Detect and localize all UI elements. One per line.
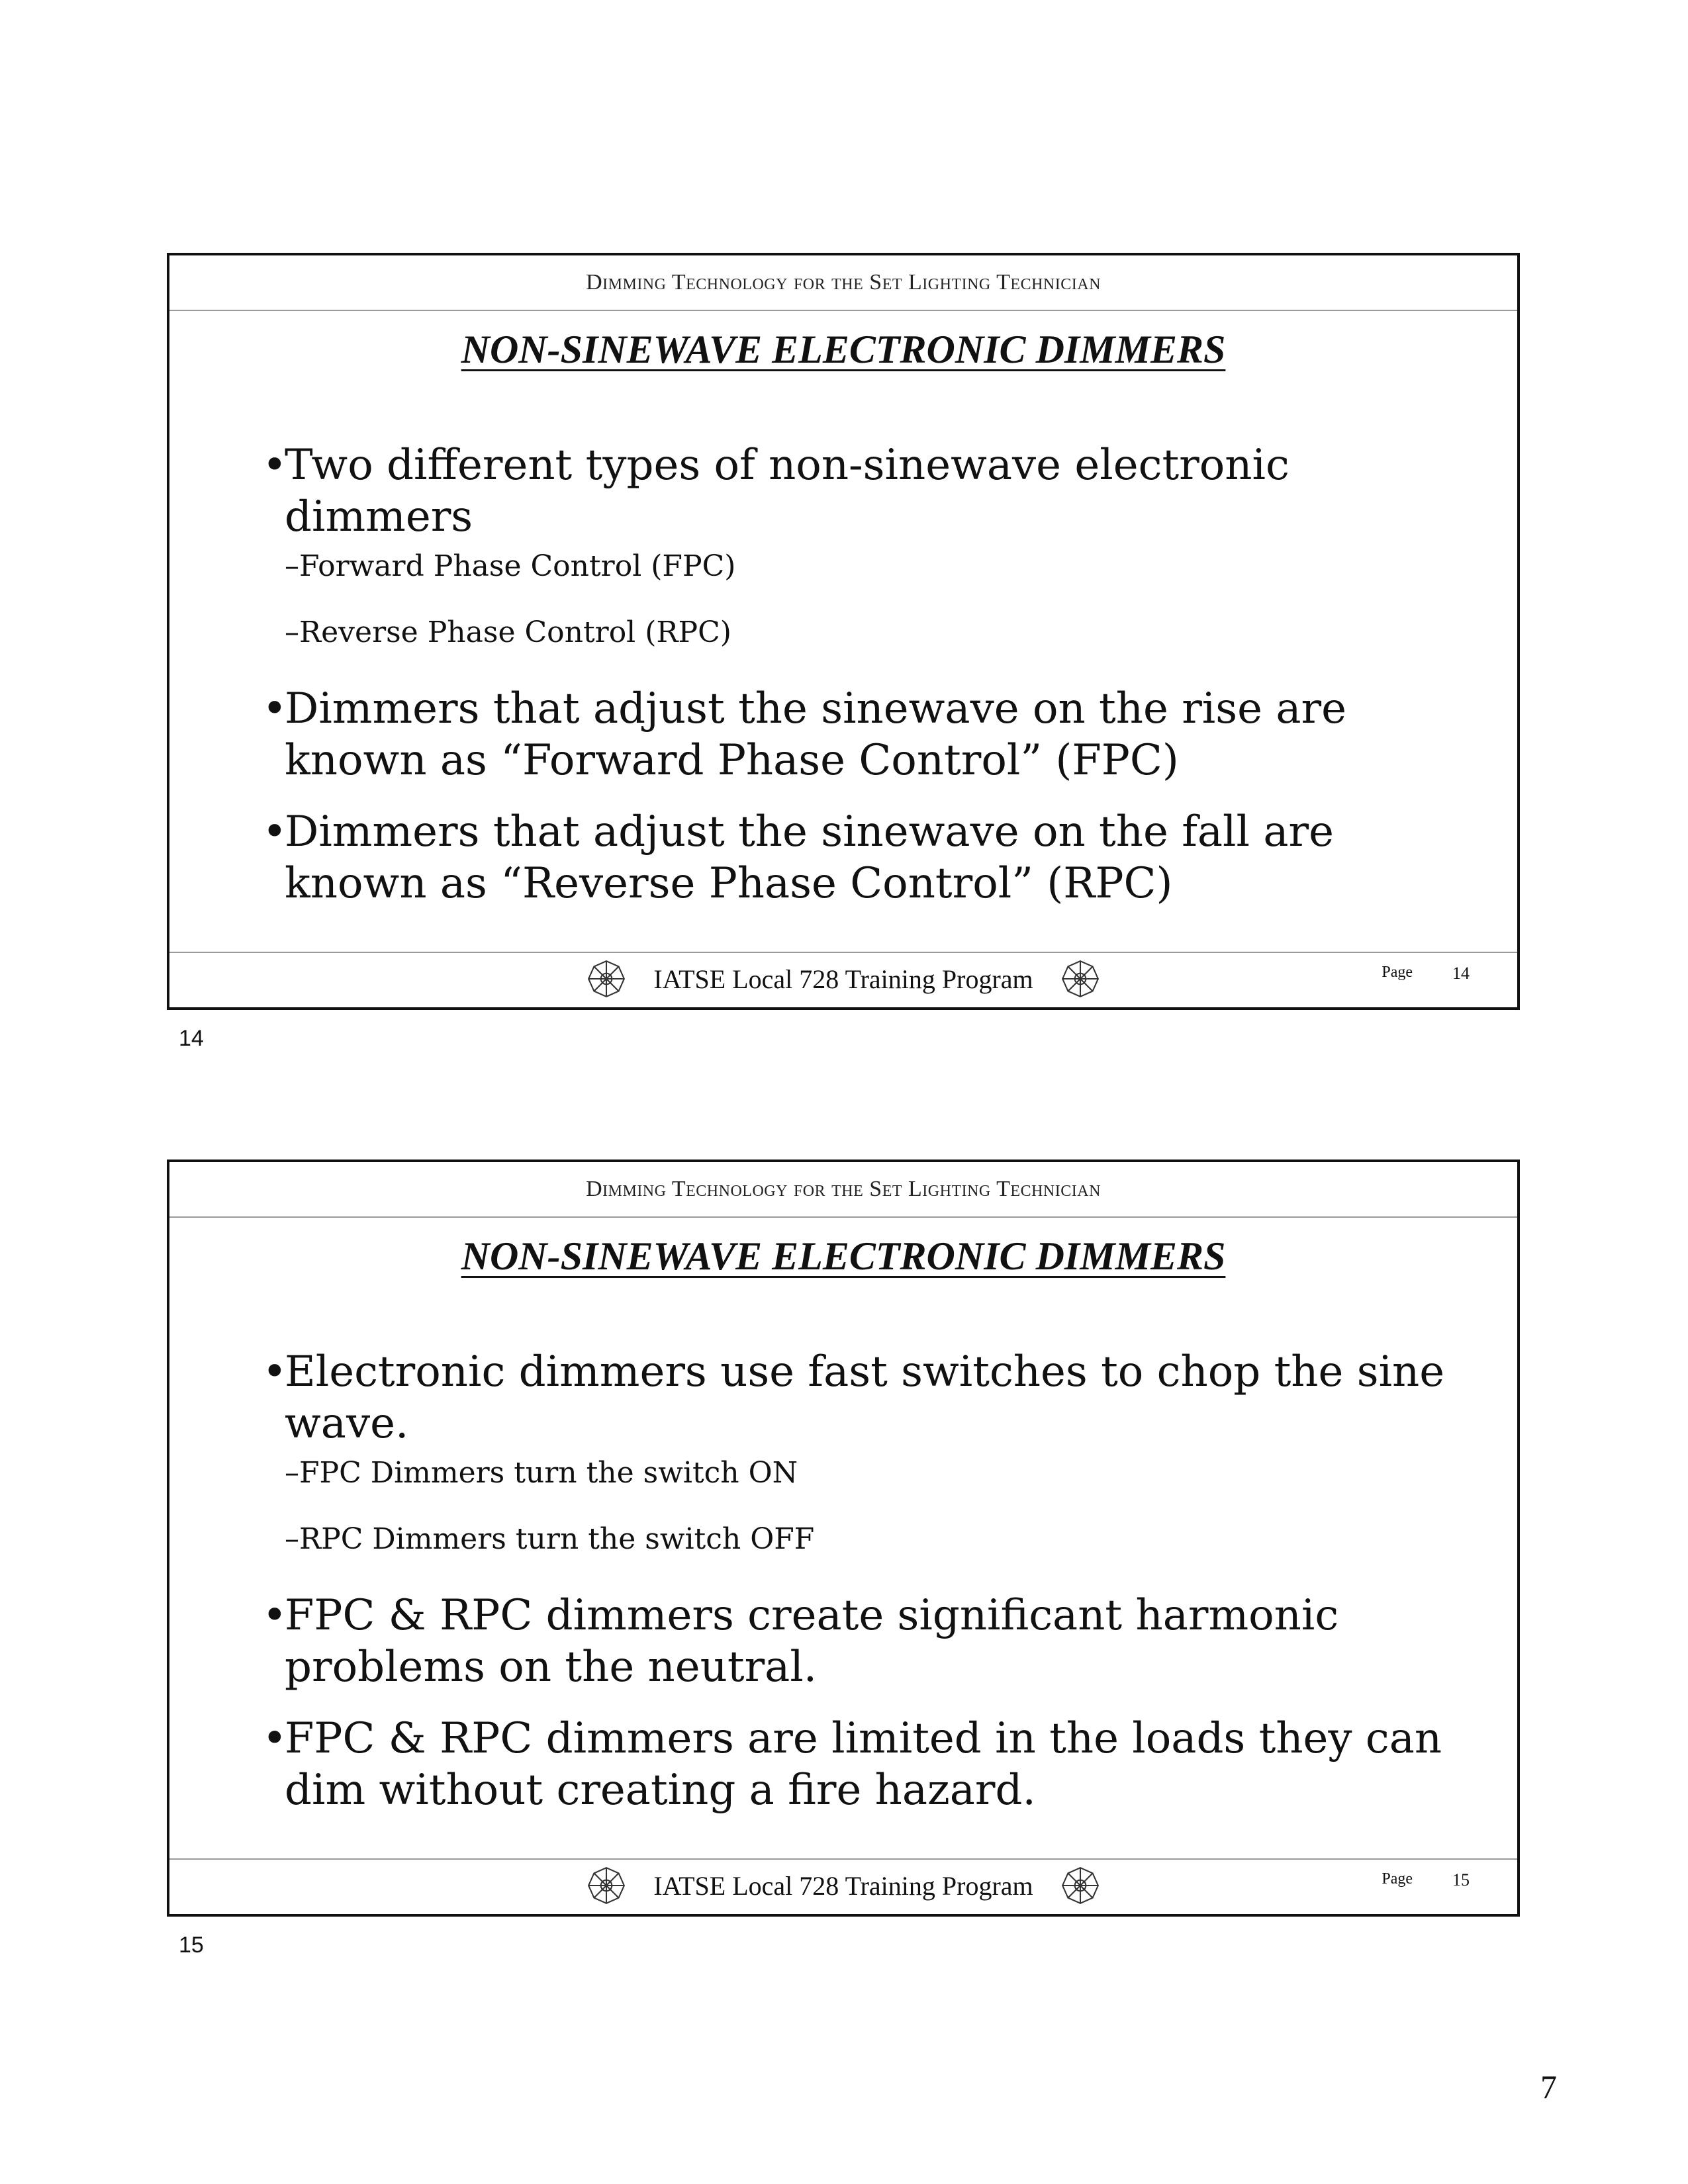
sub-bullet: –Forward Phase Control (FPC) bbox=[285, 549, 736, 583]
footer-text: IATSE Local 728 Training Program bbox=[653, 1870, 1033, 1901]
bullet-text: Dimmers that adjust the sinewave on the rise are known as “Forward Phase Control” (FPC) bbox=[285, 684, 1346, 785]
page-label: Page bbox=[1382, 964, 1413, 981]
bullet-text: FPC & RPC dimmers are limited in the loads they can dim without creating a fire hazard. bbox=[285, 1714, 1442, 1815]
bullet-item bbox=[262, 1346, 1458, 1449]
bullet-text: Electronic dimmers use fast switches to chop the sine wave. bbox=[285, 1347, 1445, 1448]
slide-footer bbox=[169, 952, 1517, 1007]
bullet-dot: • bbox=[262, 1591, 287, 1640]
bullet-item bbox=[262, 683, 1458, 786]
iatse-logo-icon bbox=[586, 1865, 627, 1906]
bullet-dot: • bbox=[262, 684, 287, 733]
bullet-text: FPC & RPC dimmers create significant harmonic problems on the neutral. bbox=[285, 1591, 1339, 1692]
bullet-dot: • bbox=[262, 807, 287, 856]
bullet-item bbox=[262, 806, 1458, 909]
sub-bullet: –RPC Dimmers turn the switch OFF bbox=[285, 1522, 815, 1556]
bullet-item bbox=[262, 439, 1458, 543]
slide-body bbox=[262, 439, 1458, 929]
slide-header: Dimming Technology for the Set Lighting Technician bbox=[169, 255, 1517, 311]
sub-bullet: –FPC Dimmers turn the switch ON bbox=[285, 1456, 798, 1490]
bullet-text: Two different types of non-sinewave electronic dimmers bbox=[285, 441, 1289, 541]
slide-header: Dimming Technology for the Set Lighting Technician bbox=[169, 1162, 1517, 1218]
bullet-dot: • bbox=[262, 1347, 287, 1396]
bullet-text: Dimmers that adjust the sinewave on the fall are known as “Reverse Phase Control” (RPC) bbox=[285, 807, 1334, 908]
slide-caption: 14 bbox=[179, 1026, 204, 1051]
bullet-item bbox=[262, 1713, 1458, 1816]
bullet-dot: • bbox=[262, 1714, 287, 1763]
slide-14 bbox=[167, 253, 1520, 1010]
slide-page-number: 15 bbox=[1452, 1870, 1470, 1889]
sheet-page-number: 7 bbox=[1540, 2068, 1557, 2105]
footer-text: IATSE Local 728 Training Program bbox=[653, 964, 1033, 994]
slide-footer bbox=[169, 1858, 1517, 1914]
sub-bullet: –Reverse Phase Control (RPC) bbox=[285, 615, 731, 649]
slide-body bbox=[262, 1346, 1458, 1836]
slide-page-number: 14 bbox=[1452, 964, 1470, 983]
bullet-item bbox=[262, 1590, 1458, 1693]
iatse-logo-icon bbox=[586, 958, 627, 999]
slide-caption: 15 bbox=[179, 1933, 204, 1958]
slide-title: NON-SINEWAVE ELECTRONIC DIMMERS bbox=[461, 1234, 1226, 1278]
slide-title: NON-SINEWAVE ELECTRONIC DIMMERS bbox=[461, 328, 1226, 371]
slide-15 bbox=[167, 1160, 1520, 1917]
iatse-logo-icon bbox=[1060, 958, 1101, 999]
footer-center bbox=[169, 958, 1517, 999]
bullet-dot: • bbox=[262, 441, 287, 490]
footer-center bbox=[169, 1865, 1517, 1906]
page-label: Page bbox=[1382, 1870, 1413, 1888]
iatse-logo-icon bbox=[1060, 1865, 1101, 1906]
